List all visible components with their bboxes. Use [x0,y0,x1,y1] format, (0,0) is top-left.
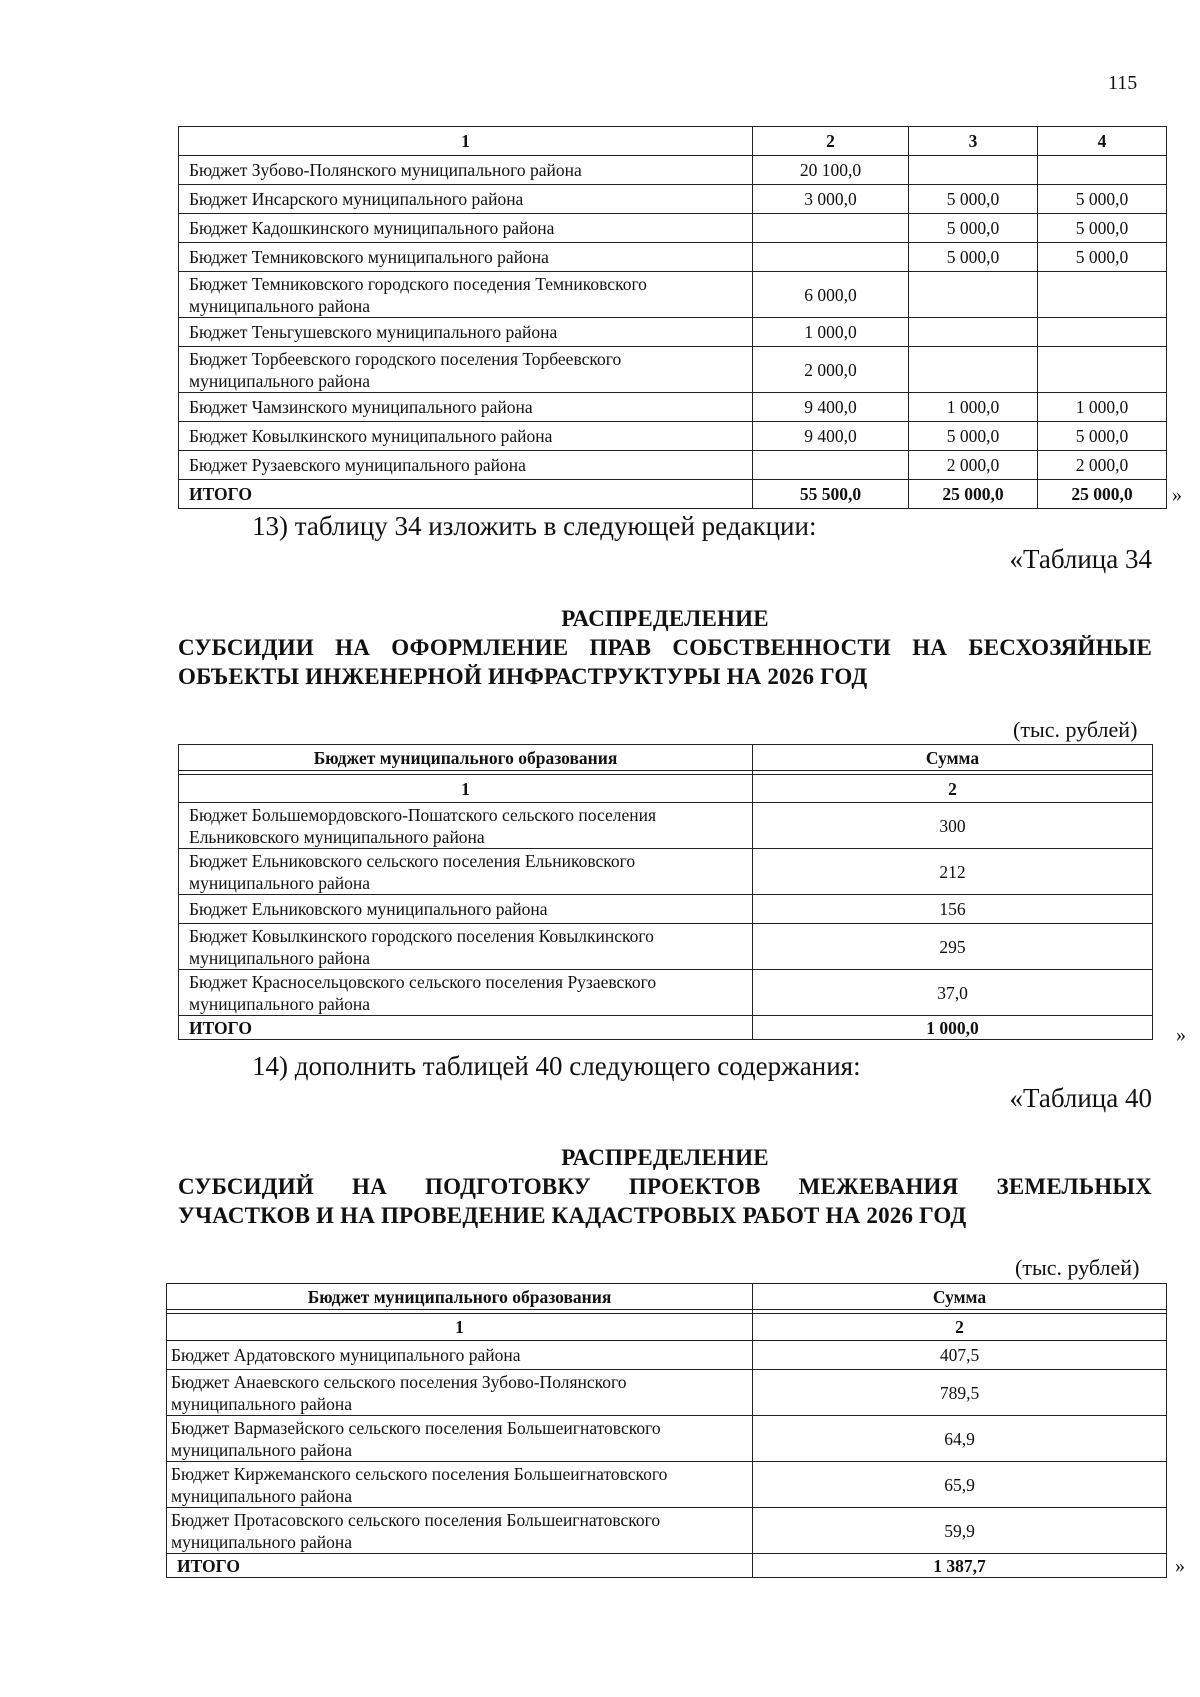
table-34-label: «Таблица 34 [1009,544,1152,574]
amount-cell: 5 000,0 [1038,214,1167,243]
column-number: 4 [1038,127,1167,156]
total-amount: 55 500,0 [753,480,909,509]
budget-name: Бюджет Киржеманского сельского поселения Большеигнатовского муниципального района [167,1462,753,1508]
units-label: (тыс. рублей) [1015,1255,1140,1280]
amount-cell: 6 000,0 [753,272,909,318]
column-header: Бюджет муниципального образования [167,1284,753,1310]
amount-cell [909,156,1038,185]
table-row [179,318,1167,347]
table-header-row [167,1284,1167,1310]
budget-name: Бюджет Кадошкинского муниципального района [179,214,753,243]
total-row [167,1554,1167,1578]
amount-cell: 407,5 [753,1341,1167,1370]
column-number: 2 [753,127,909,156]
budget-name: Бюджет Инсарского муниципального района [179,185,753,214]
heading-title: РАСПРЕДЕЛЕНИЕ [561,606,769,631]
amount-cell: 37,0 [753,970,1153,1016]
amount-cell [909,347,1038,393]
budget-name: Бюджет Протасовского сельского поселения Большеигнатовского муниципального района [167,1508,753,1554]
amount-cell: 2 000,0 [909,451,1038,480]
heading-line: УЧАСТКОВ И НА ПРОВЕДЕНИЕ КАДАСТРОВЫХ РАБОТ НА 2026 ГОД [178,1203,967,1228]
amount-cell: 5 000,0 [1038,243,1167,272]
amount-cell [753,451,909,480]
table-40 [166,1283,1167,1578]
table-row [179,895,1153,924]
table-row [179,849,1153,895]
table-number-row [167,1314,1167,1341]
amount-cell: 64,9 [753,1416,1167,1462]
budget-name: Бюджет Ковылкинского городского поселения Ковылкинского муниципального района [179,924,753,970]
table-row [179,156,1167,185]
budget-name: Бюджет Зубово-Полянского муниципального района [179,156,753,185]
amount-cell: 789,5 [753,1370,1167,1416]
table-row [167,1416,1167,1462]
total-row [179,1016,1153,1040]
budget-name: Бюджет Анаевского сельского поселения Зубово-Полянского муниципального района [167,1370,753,1416]
budget-name: Бюджет Ельниковского муниципального района [179,895,753,924]
units-label: (тыс. рублей) [1013,717,1138,742]
table-header-row [179,127,1167,156]
heading-table-34 [178,604,1152,691]
heading-line: СУБСИДИИ НА ОФОРМЛЕНИЕ ПРАВ СОБСТВЕННОСТИ НА БЕСХОЗЯЙНЫЕ [178,635,1152,660]
amount-cell [753,214,909,243]
heading-line: ОБЪЕКТЫ ИНЖЕНЕРНОЙ ИНФРАСТРУКТУРЫ НА 2026 ГОД [178,664,868,689]
table-row [179,347,1167,393]
amount-cell: 5 000,0 [909,422,1038,451]
table-row [179,272,1167,318]
closing-quote: » [1176,1024,1186,1046]
total-amount: 25 000,0 [1038,480,1167,509]
column-header: Сумма [753,745,1153,771]
table-continuation [178,126,1167,509]
amount-cell: 65,9 [753,1462,1167,1508]
column-number: 3 [909,127,1038,156]
closing-quote: » [1172,484,1182,506]
heading-table-40 [178,1143,1152,1230]
amount-cell: 5 000,0 [909,243,1038,272]
budget-name: Бюджет Ельниковского сельского поселения Ельниковского муниципального района [179,849,753,895]
table-row [179,924,1153,970]
amount-cell [909,318,1038,347]
amount-cell: 1 000,0 [753,318,909,347]
column-header: Сумма [753,1284,1167,1310]
page-number: 115 [1108,72,1138,94]
table-row [179,803,1153,849]
column-number: 2 [753,1314,1167,1341]
total-amount: 1 000,0 [753,1016,1153,1040]
budget-name: Бюджет Рузаевского муниципального района [179,451,753,480]
table-row [179,393,1167,422]
table-row [167,1341,1167,1370]
amount-cell: 5 000,0 [909,214,1038,243]
budget-name: Бюджет Ардатовского муниципального района [167,1341,753,1370]
table-number-row [179,775,1153,803]
amount-cell: 212 [753,849,1153,895]
table-40-label: «Таблица 40 [1009,1083,1152,1113]
amount-cell: 2 000,0 [753,347,909,393]
column-header: Бюджет муниципального образования [179,745,753,771]
budget-name: Бюджет Темниковского городского поседения Темниковского муниципального района [179,272,753,318]
budget-name: Бюджет Большемордовского-Пошатского сельского поселения Ельниковского муниципального района [179,803,753,849]
total-label: ИТОГО [179,480,753,509]
amount-cell: 295 [753,924,1153,970]
amount-cell: 2 000,0 [1038,451,1167,480]
amount-cell [753,243,909,272]
budget-name: Бюджет Чамзинского муниципального района [179,393,753,422]
amount-cell: 59,9 [753,1508,1167,1554]
budget-name: Бюджет Красносельцовского сельского поселения Рузаевского муниципального района [179,970,753,1016]
amount-cell: 20 100,0 [753,156,909,185]
amount-cell: 5 000,0 [1038,185,1167,214]
amount-cell [1038,347,1167,393]
heading-line: СУБСИДИЙ НА ПОДГОТОВКУ ПРОЕКТОВ МЕЖЕВАНИЯ ЗЕМЕЛЬНЫХ [178,1174,1152,1199]
table-row [179,451,1167,480]
budget-name: Бюджет Торбеевского городского поселения Торбеевского муниципального района [179,347,753,393]
column-number: 1 [167,1314,753,1341]
table-row [179,185,1167,214]
closing-quote: » [1175,1555,1185,1577]
table-row [179,970,1153,1016]
budget-name: Бюджет Вармазейского сельского поселения Большеигнатовского муниципального района [167,1416,753,1462]
table-header-row [179,745,1153,771]
budget-name: Бюджет Темниковского муниципального района [179,243,753,272]
paragraph-13: 13) таблицу 34 изложить в следующей редакции: [252,511,817,541]
column-number: 1 [179,127,753,156]
heading-title: РАСПРЕДЕЛЕНИЕ [561,1145,769,1170]
total-amount: 1 387,7 [753,1554,1167,1578]
amount-cell: 3 000,0 [753,185,909,214]
amount-cell [1038,156,1167,185]
column-number: 2 [753,775,1153,803]
table-row [167,1370,1167,1416]
table-row [179,422,1167,451]
table-row [179,243,1167,272]
total-label: ИТОГО [179,1016,753,1040]
table-row [167,1508,1167,1554]
amount-cell: 9 400,0 [753,393,909,422]
amount-cell [1038,318,1167,347]
table-34 [178,744,1153,1040]
amount-cell: 1 000,0 [909,393,1038,422]
total-row [179,480,1167,509]
amount-cell: 300 [753,803,1153,849]
budget-name: Бюджет Ковылкинского муниципального района [179,422,753,451]
amount-cell: 5 000,0 [909,185,1038,214]
table-row [167,1462,1167,1508]
total-label: ИТОГО [167,1554,753,1578]
amount-cell: 1 000,0 [1038,393,1167,422]
total-amount: 25 000,0 [909,480,1038,509]
amount-cell [909,272,1038,318]
column-number: 1 [179,775,753,803]
amount-cell: 5 000,0 [1038,422,1167,451]
paragraph-14: 14) дополнить таблицей 40 следующего содержания: [252,1051,861,1081]
amount-cell [1038,272,1167,318]
amount-cell: 9 400,0 [753,422,909,451]
budget-name: Бюджет Теньгушевского муниципального района [179,318,753,347]
table-row [179,214,1167,243]
amount-cell: 156 [753,895,1153,924]
